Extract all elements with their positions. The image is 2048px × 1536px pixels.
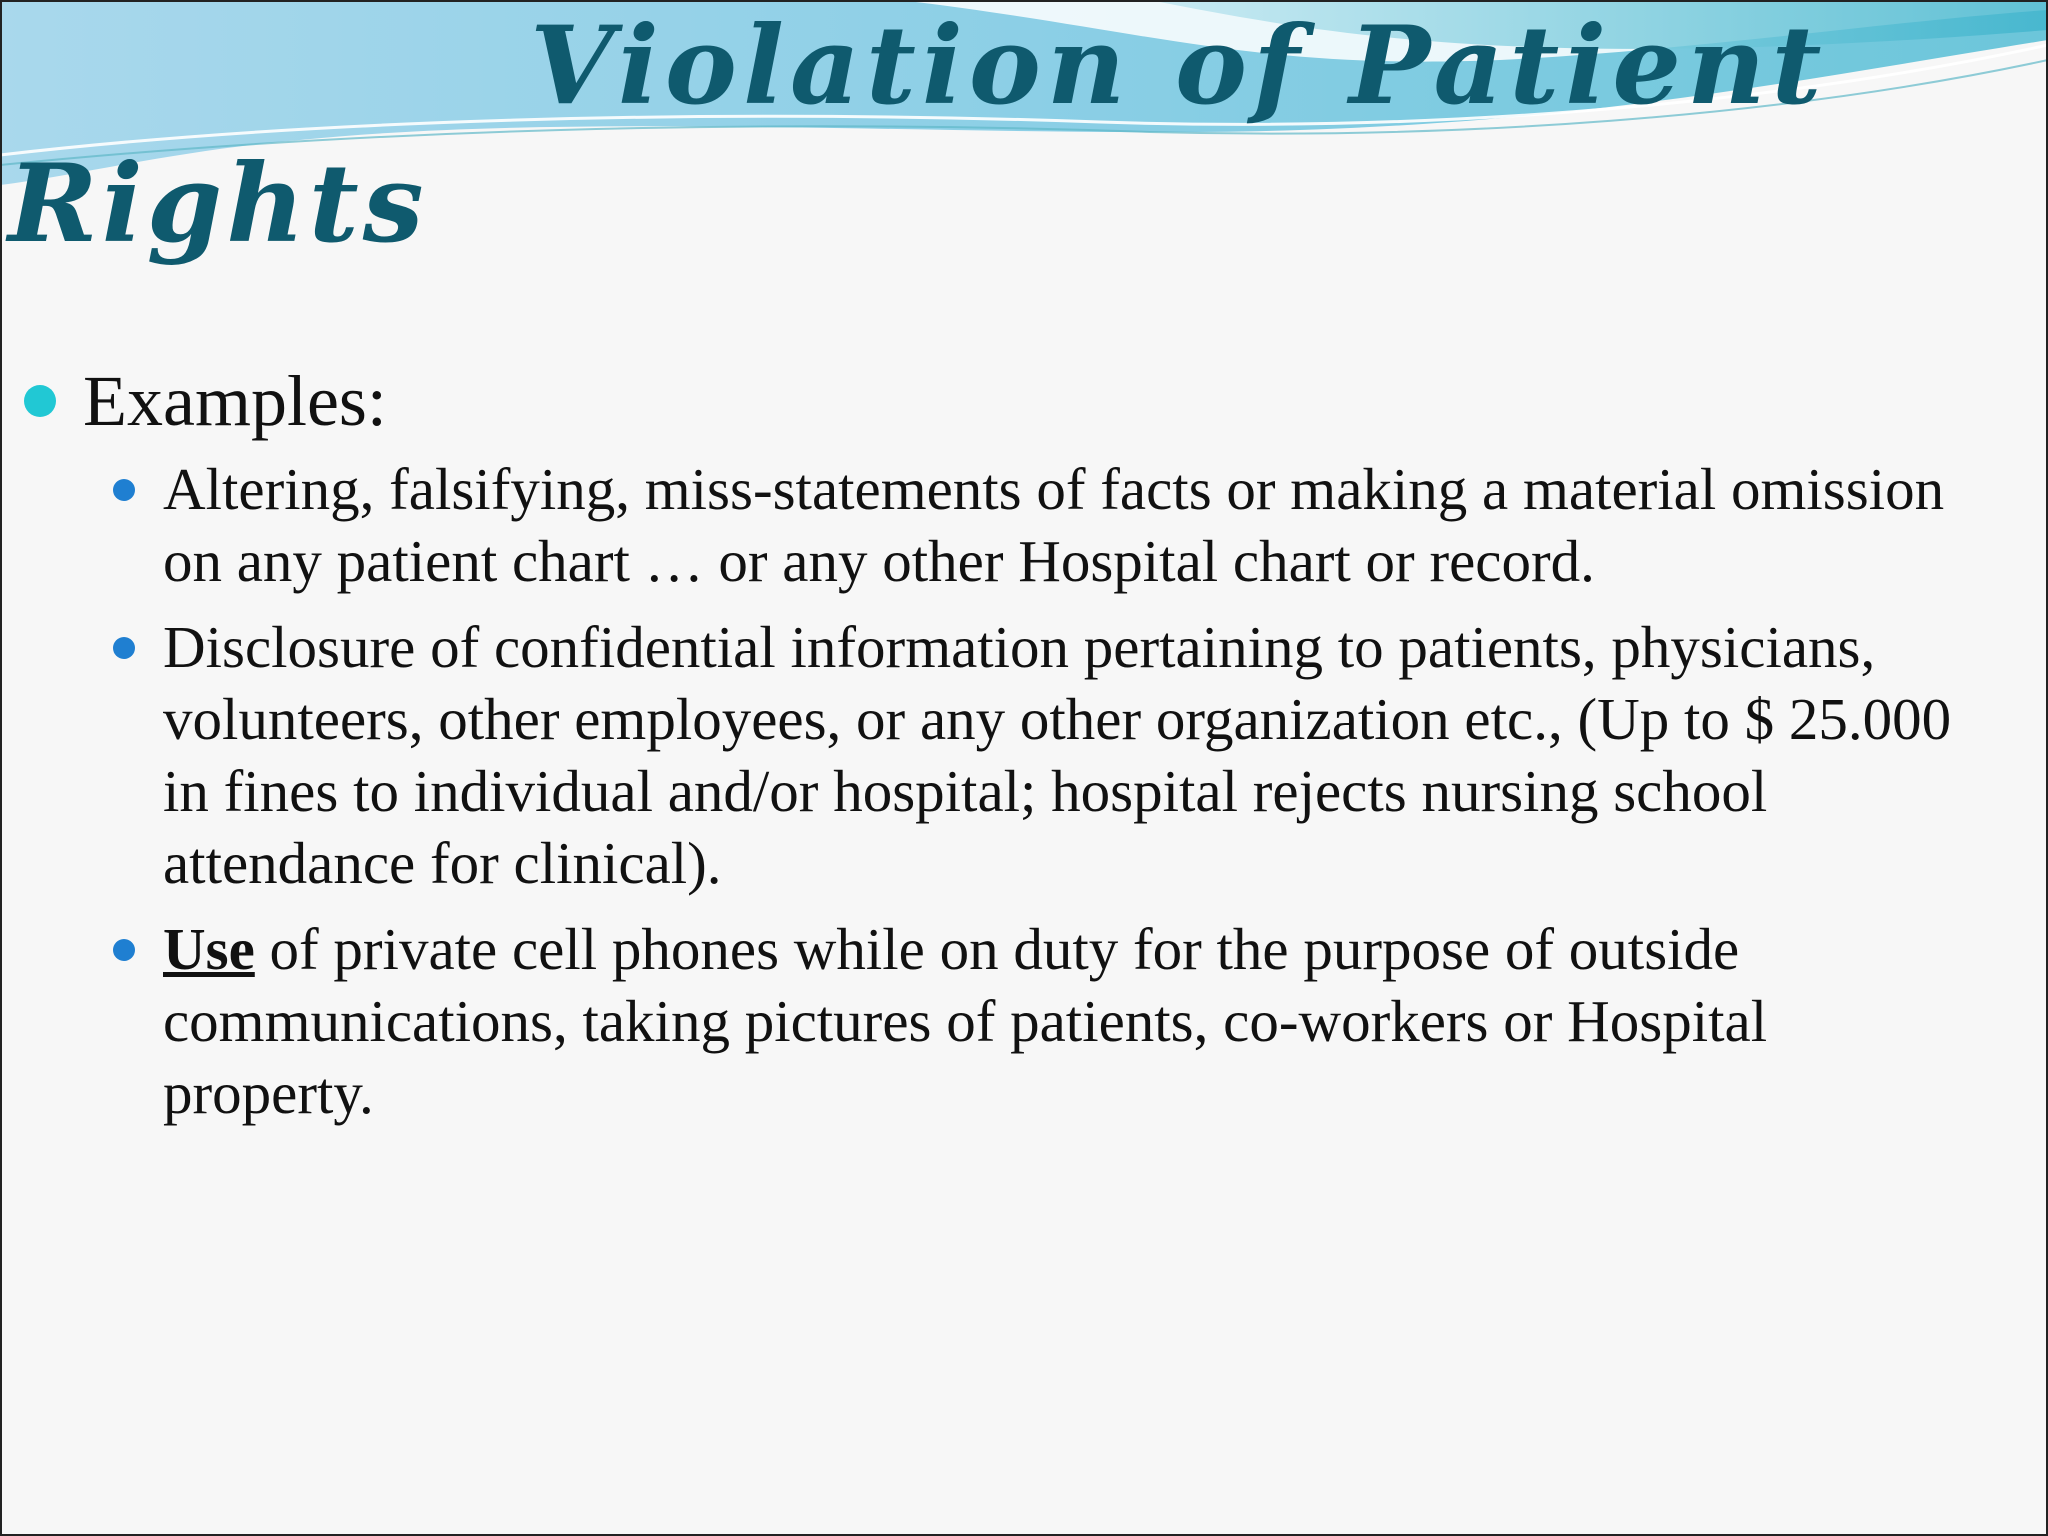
bullet-dot-icon — [113, 939, 135, 961]
list-item — [0, 611, 2048, 899]
slide-body — [0, 355, 2048, 1143]
list-item-text: of private cell phones while on duty for the purpose of outside communications, taking pictures of patients, co-workers or Hospital property. — [163, 916, 1768, 1126]
list-item — [0, 453, 2048, 597]
list-item-text: Disclosure of confidential information pertaining to patients, physicians, volunteers, other employees, or any other organization etc., (Up to $ 25.000 in fines to individual and/or hospital; hospital rejects nursing school attendance for clinical). — [163, 614, 1952, 896]
slide-title-line-2: Rights — [8, 141, 428, 267]
examples-heading: Examples: — [83, 361, 387, 441]
bullet-dot-icon — [113, 637, 135, 659]
list-item-emphasis: Use — [163, 916, 255, 982]
slide-title-line-1: Violation of Patient — [530, 3, 1828, 129]
bullet-dot-icon — [113, 479, 135, 501]
examples-list — [0, 453, 2048, 1129]
bullet-dot-icon — [24, 385, 56, 417]
list-item-text: Altering, falsifying, miss-statements of facts or making a material omission on any patient chart … or any other Hospital chart or record. — [163, 456, 1945, 594]
list-item — [0, 913, 2048, 1129]
examples-heading-item — [0, 355, 2048, 447]
